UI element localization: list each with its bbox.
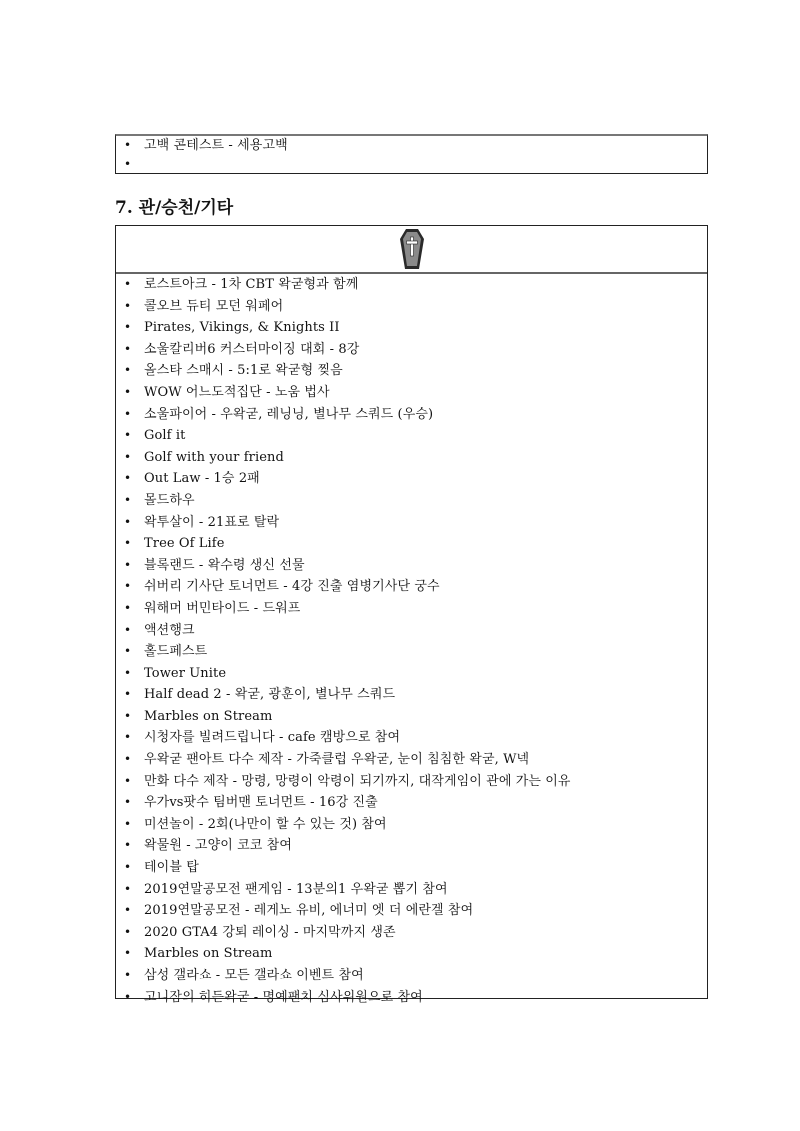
list-item: • 콜오브 듀티 모던 워페어 xyxy=(116,296,707,318)
list-item: • Marbles on Stream xyxy=(116,943,707,965)
section7-list xyxy=(116,274,707,1008)
list-item: • 미션놀이 - 2회(나만이 할 수 있는 것) 참여 xyxy=(116,814,707,836)
list-item: • 액션행크 xyxy=(116,620,707,642)
list-item: • Marbles on Stream xyxy=(116,706,707,728)
list-item: • 블록랜드 - 왁수령 생신 선물 xyxy=(116,555,707,577)
list-item: • 2020 GTA4 강퇴 레이싱 - 마지막까지 생존 xyxy=(116,922,707,944)
list-item: • 홀드페스트 xyxy=(116,641,707,663)
list-item: • Tree Of Life xyxy=(116,533,707,555)
list-item: • 왁투살이 - 21표로 탈락 xyxy=(116,512,707,534)
list-item: • Golf with your friend xyxy=(116,447,707,469)
list-item: • 몰드하우 xyxy=(116,490,707,512)
list-item: • 시청자를 빌려드립니다 - cafe 캠방으로 참여 xyxy=(116,727,707,749)
list-item: • 우가vs팟수 팀버맨 토너먼트 - 16강 진출 xyxy=(116,792,707,814)
list-item: • 워해머 버민타이드 - 드워프 xyxy=(116,598,707,620)
list-item: • WOW 어느도적집단 - 노움 법사 xyxy=(116,382,707,404)
header-cell xyxy=(116,226,707,274)
list-item: • 소울파이어 - 우왁굳, 레닝닝, 별나무 스쿼드 (우승) xyxy=(116,404,707,426)
section7-table xyxy=(115,225,708,1005)
list-item: • Tower Unite xyxy=(116,663,707,685)
list-item: • 로스트아크 - 1차 CBT 왁굳형과 함께 xyxy=(116,274,707,296)
list-item xyxy=(116,155,707,174)
list-item: • 고백 콘테스트 - 세용고백 xyxy=(116,136,707,155)
list-item: • 2019연말공모전 팬게임 - 13분의1 우왁굳 뽑기 참여 xyxy=(116,879,707,901)
list-item: • 테이블 탑 xyxy=(116,857,707,879)
previous-section-list xyxy=(116,136,707,174)
list-item: • Pirates, Vikings, & Knights II xyxy=(116,317,707,339)
list-item: • 만화 다수 제작 - 망령, 망령이 악령이 되기까지, 대작게임이 관에 가는 이유 xyxy=(116,771,707,793)
list-item: • Golf it xyxy=(116,425,707,447)
list-item: • 삼성 갤라쇼 - 모든 갤라쇼 이벤트 참여 xyxy=(116,965,707,987)
previous-section-table xyxy=(115,134,708,174)
list-item: • 올스타 스매시 - 5:1로 왁굳형 찢음 xyxy=(116,360,707,382)
list-item: • 고니잠의 히든왁굳 - 명예팬치 심사위원으로 참여 xyxy=(116,987,707,1009)
section-heading: 7. 관/승천/기타 xyxy=(115,198,234,218)
list-item: • 2019연말공모전 - 레게노 유비, 에너미 엣 더 에란겔 참여 xyxy=(116,900,707,922)
list-item: • 우왁굳 팬아트 다수 제작 - 가죽클럽 우왁굳, 눈이 침침한 왁굳, W넥 xyxy=(116,749,707,771)
list-item: • Out Law - 1승 2패 xyxy=(116,468,707,490)
list-item: • 소울칼리버6 커스터마이징 대회 - 8강 xyxy=(116,339,707,361)
list-item: • 쉬버리 기사단 토너먼트 - 4강 진출 염병기사단 궁수 xyxy=(116,576,707,598)
list-item: • Half dead 2 - 왁굳, 광훈이, 별나무 스쿼드 xyxy=(116,684,707,706)
list-item: • 왁물원 - 고양이 코코 참여 xyxy=(116,835,707,857)
coffin-cross-icon xyxy=(399,228,425,270)
